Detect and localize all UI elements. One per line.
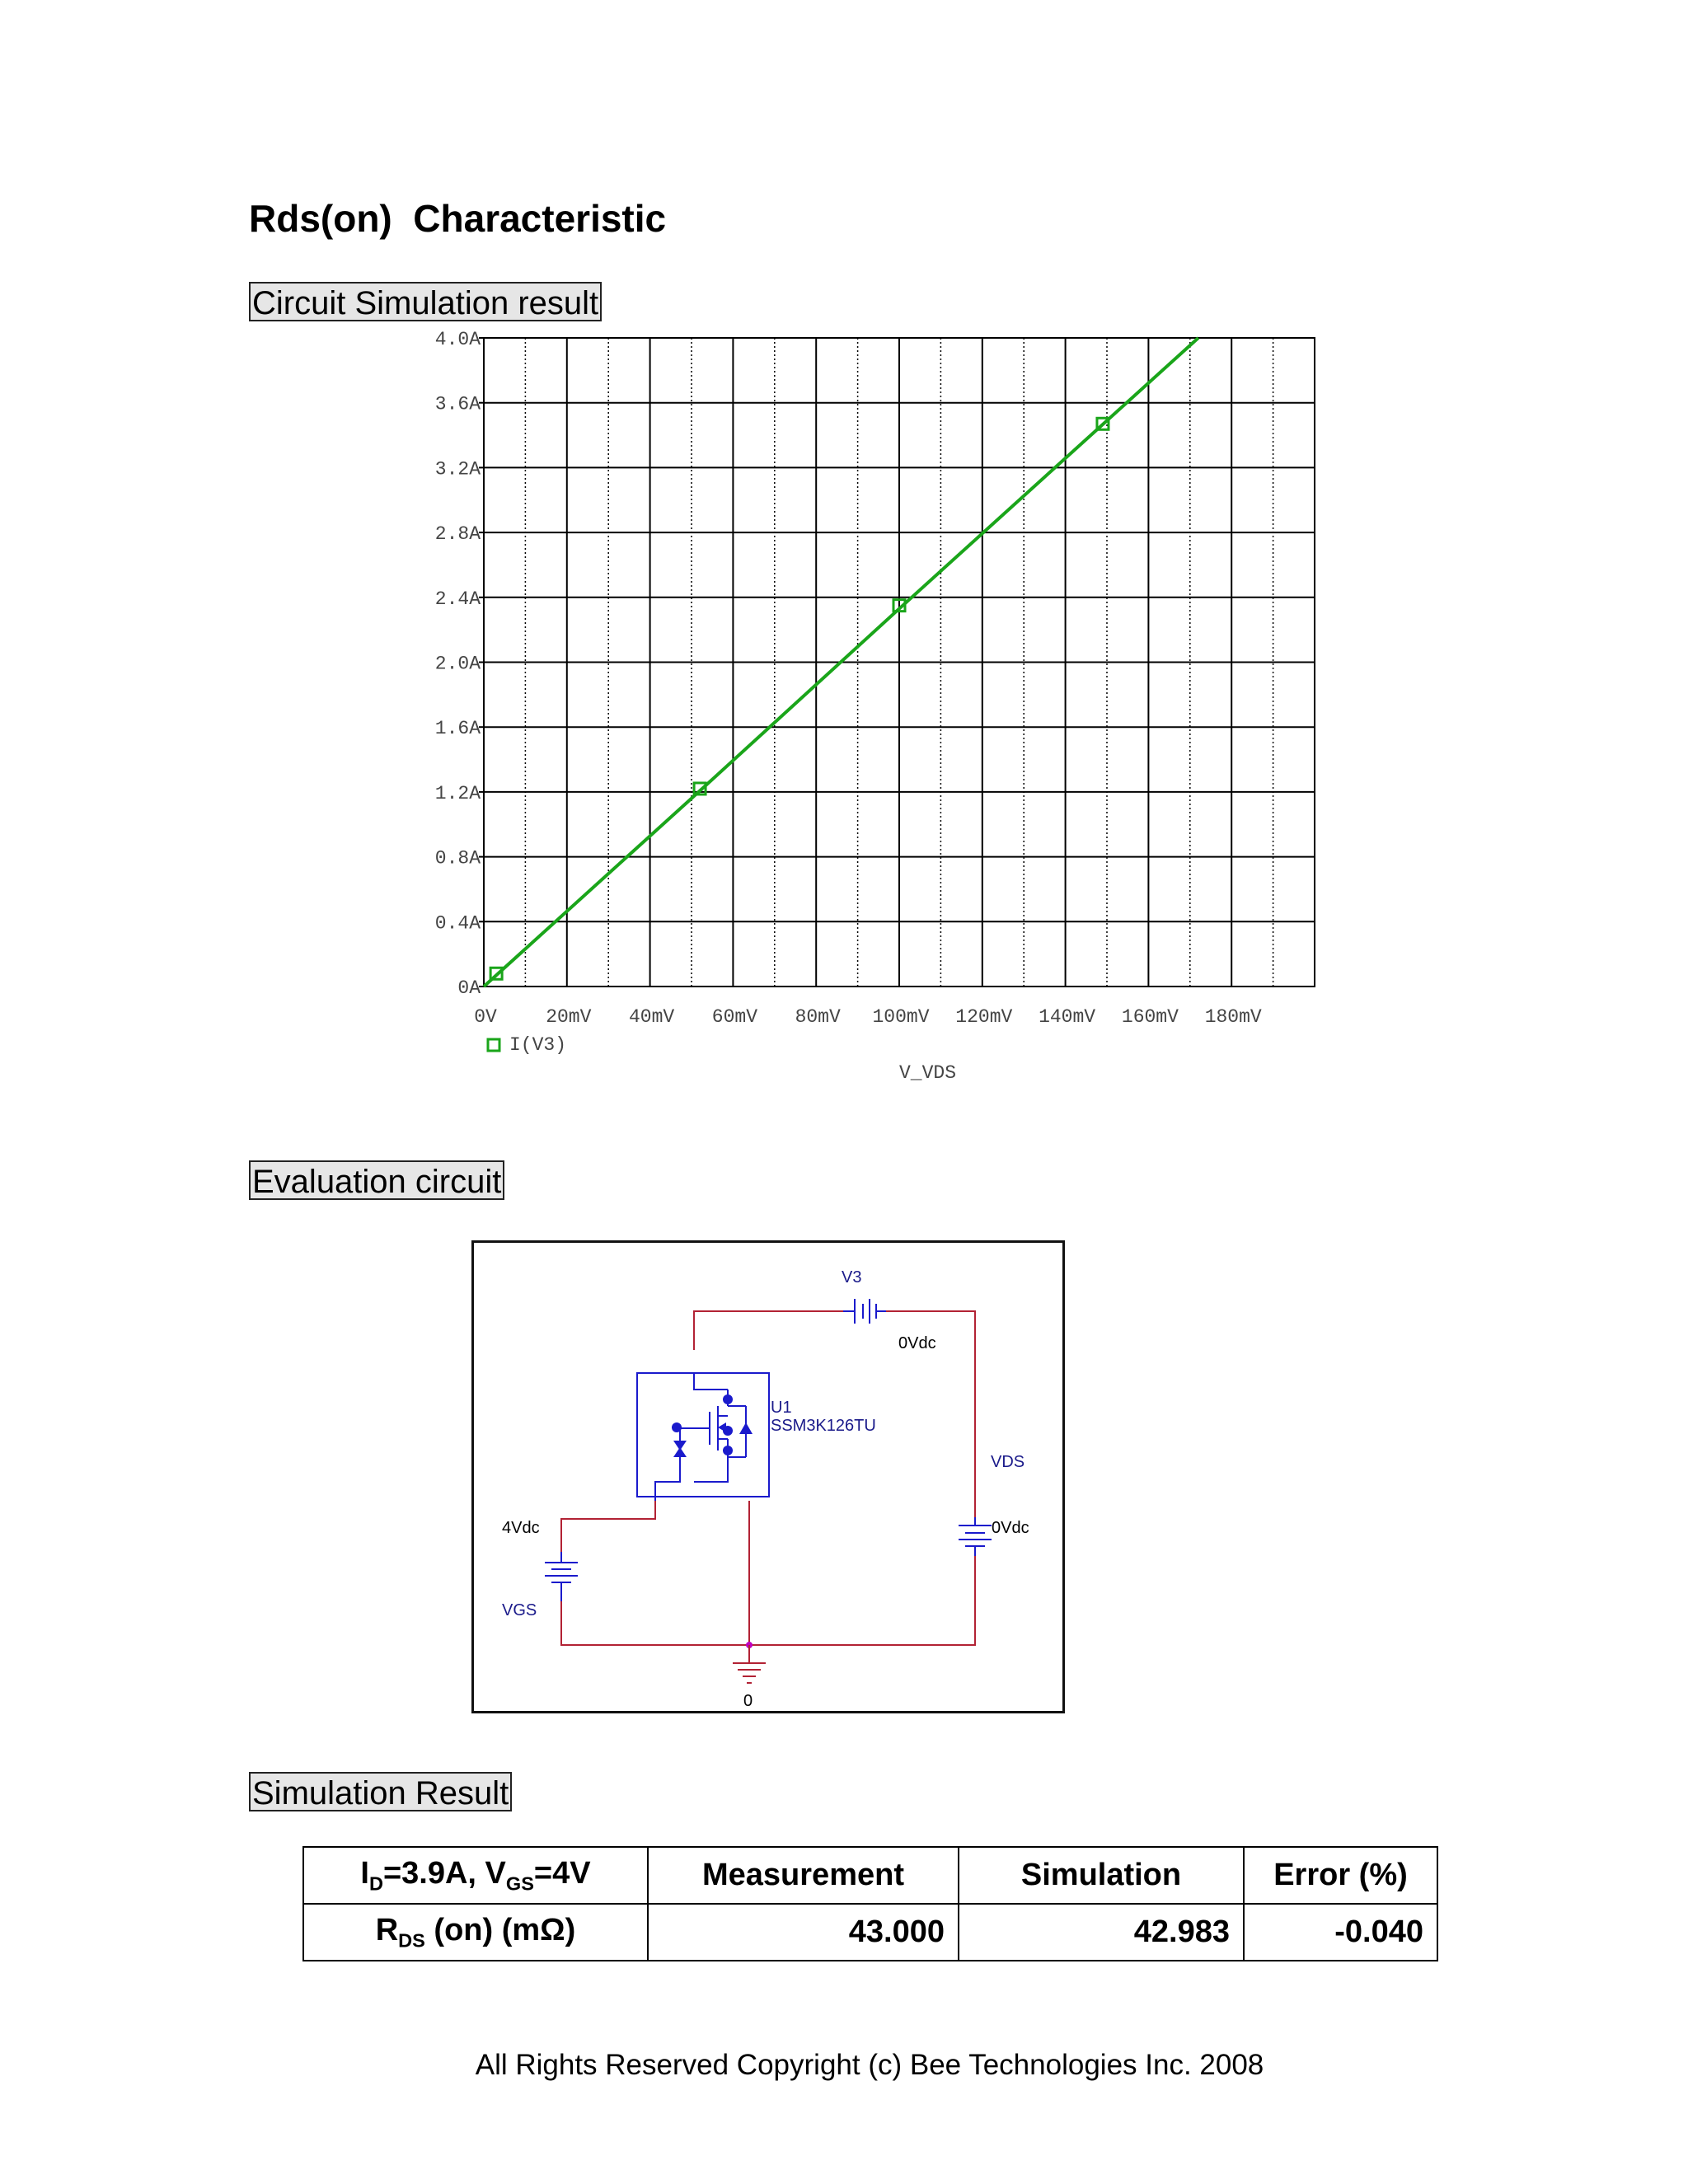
y-tick-labels (435, 329, 484, 999)
x-tick-labels (474, 1006, 1262, 1028)
chart-grid (484, 338, 1315, 987)
table-row (303, 1904, 1437, 1961)
section-label-circuit-simulation: Circuit Simulation result (249, 282, 602, 321)
row-parameter: $R_{DS}$ (on) (mΩ) (303, 1904, 648, 1961)
x-tick-label: 20mV (546, 1006, 592, 1028)
vgs-label: VGS (502, 1601, 537, 1619)
legend-marker (488, 1039, 499, 1051)
section-label-evaluation-circuit: Evaluation circuit (249, 1160, 504, 1200)
x-tick-label: 120mV (955, 1006, 1013, 1028)
ground-icon (733, 1645, 766, 1683)
y-tick-label: 2.4A (434, 588, 481, 610)
x-tick-label: 180mV (1204, 1006, 1262, 1028)
row-measurement: 43.000 (648, 1904, 959, 1961)
vgs-value: 4Vdc (502, 1519, 540, 1537)
ground-label: 0 (743, 1692, 753, 1710)
y-tick-label: 0A (457, 977, 481, 999)
evaluation-circuit-schematic (471, 1240, 1065, 1713)
y-tick-label: 2.0A (434, 653, 481, 675)
y-tick-label: 1.6A (434, 718, 481, 740)
v3-battery-icon (843, 1299, 886, 1324)
u1-part: SSM3K126TU (771, 1417, 876, 1435)
y-tick-label: 4.0A (434, 329, 481, 350)
x-tick-label: 40mV (628, 1006, 675, 1028)
vds-battery-icon (959, 1517, 992, 1556)
vds-value: 0Vdc (992, 1519, 1029, 1537)
y-tick-label: 0.8A (434, 847, 481, 869)
legend-label: I(V3) (509, 1034, 567, 1056)
row-error: -0.040 (1244, 1904, 1437, 1961)
header-measurement: Measurement (648, 1847, 959, 1904)
u1-label: U1 (771, 1399, 792, 1417)
x-tick-label: 100mV (872, 1006, 930, 1028)
x-tick-label: 140mV (1039, 1006, 1096, 1028)
header-simulation: Simulation (959, 1847, 1244, 1904)
vgs-battery-icon (545, 1552, 578, 1601)
y-tick-label: 0.4A (434, 912, 481, 935)
x-axis-label: V_VDS (899, 1062, 957, 1084)
mosfet-u1-symbols (672, 1394, 753, 1457)
page-title: Rds(on) Characteristic (249, 197, 667, 240)
header-error: Error (%) (1244, 1847, 1437, 1904)
row-simulation: 42.983 (959, 1904, 1244, 1961)
y-tick-label: 2.8A (434, 523, 481, 546)
x-tick-label: 60mV (711, 1006, 758, 1028)
x-tick-label: 0V (474, 1006, 497, 1028)
y-tick-label: 3.6A (434, 393, 481, 415)
copyright-footer: All Rights Reserved Copyright (c) Bee Technologies Inc. 2008 (475, 2049, 1264, 2081)
y-tick-label: 1.2A (434, 782, 481, 804)
vds-label: VDS (991, 1453, 1025, 1471)
header-condition: $I_D=3.9A$, $V_{GS}=4V$ (303, 1847, 648, 1904)
mosfet-u1-icon (637, 1373, 769, 1501)
v3-value: 0Vdc (898, 1334, 936, 1352)
table-header-row (303, 1847, 1437, 1904)
x-tick-label: 160mV (1121, 1006, 1179, 1028)
rds-on-chart (387, 321, 1360, 1088)
x-tick-label: 80mV (795, 1006, 841, 1028)
y-tick-label: 3.2A (434, 458, 481, 480)
section-label-simulation-result: Simulation Result (249, 1772, 512, 1811)
v3-label: V3 (842, 1268, 862, 1286)
simulation-result-table (302, 1846, 1438, 1961)
